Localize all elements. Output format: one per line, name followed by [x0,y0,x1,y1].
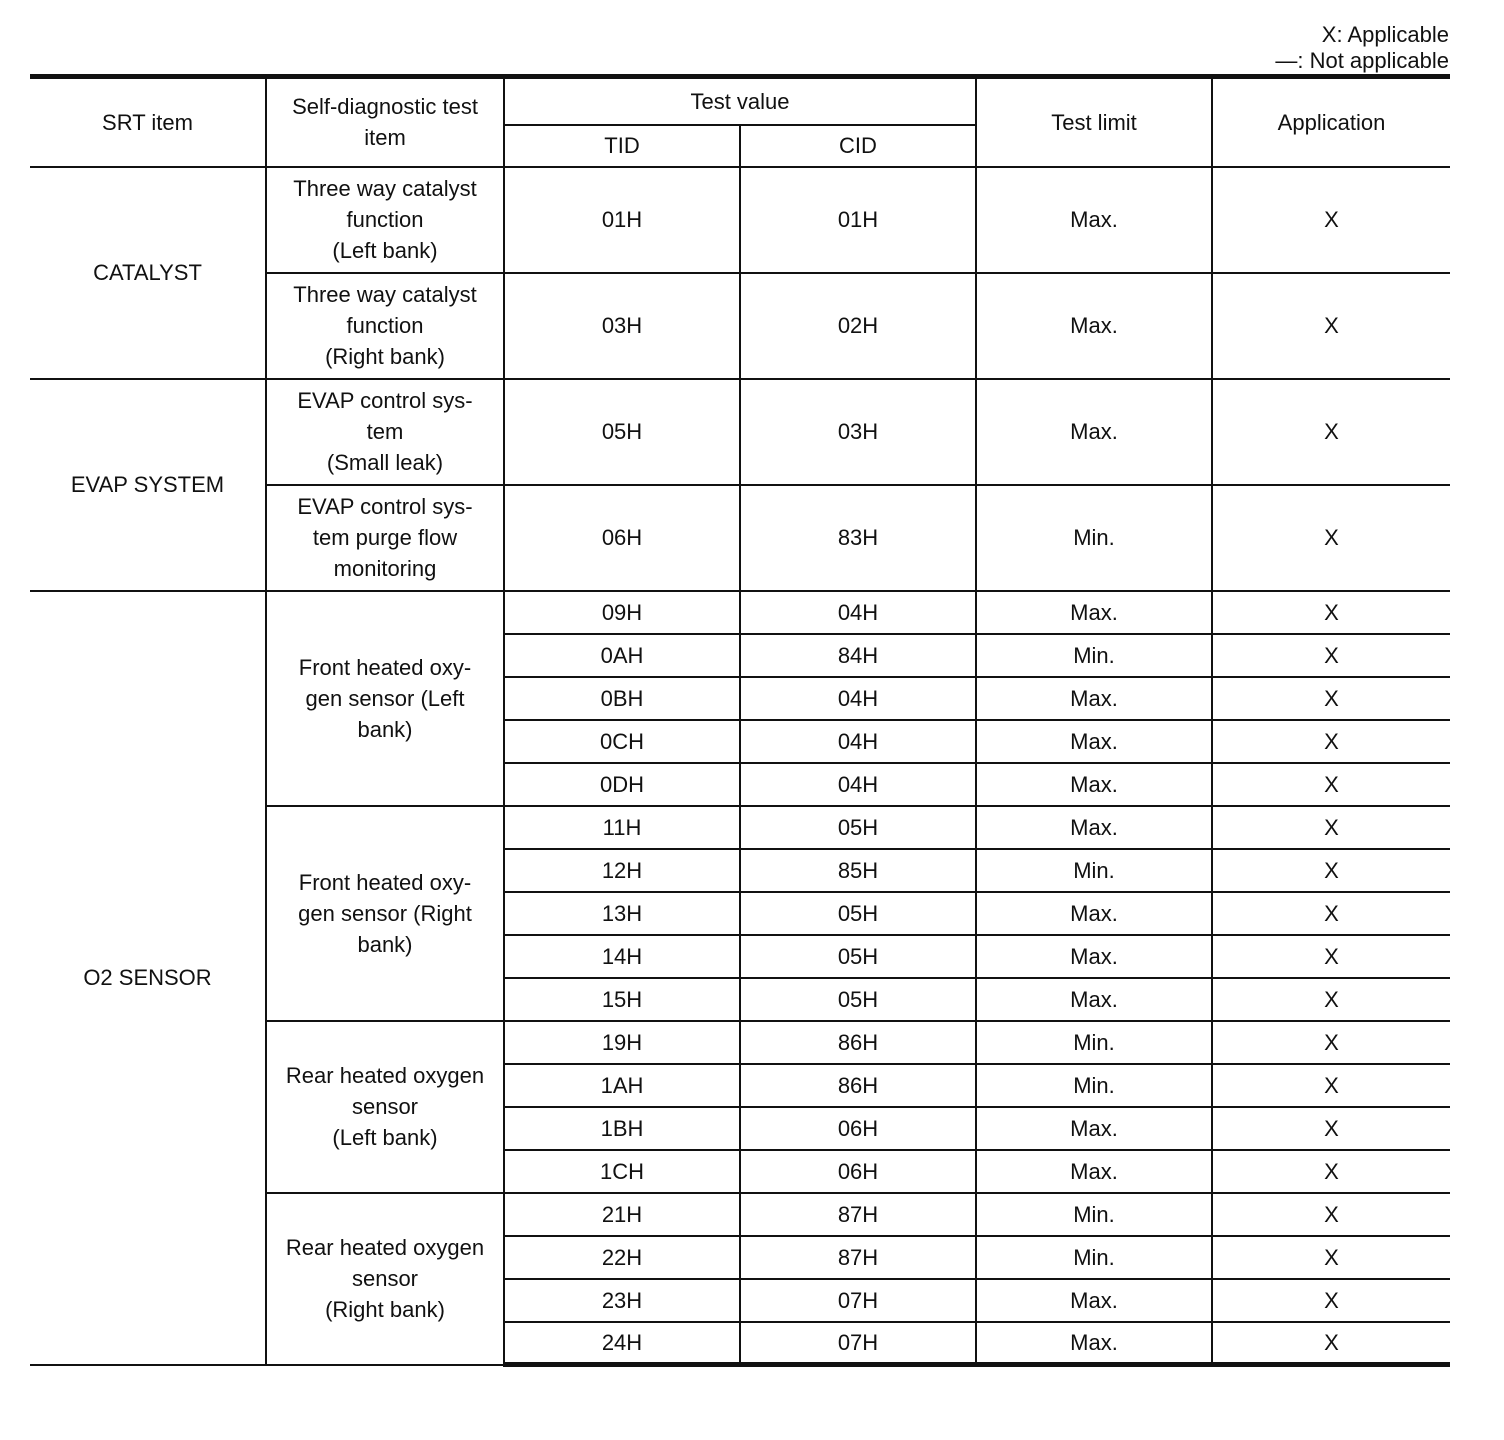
tid-cell: 12H [504,849,740,892]
application-cell: X [1212,634,1450,677]
tid-cell: 13H [504,892,740,935]
application-cell: X [1212,1279,1450,1322]
test-item-line: gen sensor (Right [298,900,472,926]
test-item-line: tem purge flow [312,525,458,550]
test-item-line: EVAP control sys- [297,494,473,519]
tid-cell: 19H [504,1021,740,1064]
application-cell: X [1212,1064,1450,1107]
srt-item-o2-sensor: O2 SENSOR [30,591,266,1365]
header-application: Application [1212,77,1450,167]
test-item-line: tem [366,419,404,444]
cid-cell: 85H [740,849,976,892]
application-cell: X [1212,591,1450,634]
tid-cell: 1BH [504,1107,740,1150]
test-item-line: gen sensor (Left [305,685,465,711]
cid-cell: 05H [740,806,976,849]
limit-cell: Max. [976,892,1212,935]
application-cell: X [1212,1236,1450,1279]
cid-cell: 04H [740,677,976,720]
application-cell: X [1212,806,1450,849]
application-cell: X [1212,677,1450,720]
header-self-diagnostic-test-item: Self-diagnostic test item [266,77,504,167]
test-item-evap-small-leak [266,379,504,485]
test-item-front-o2-left [266,591,504,806]
test-item-line: Rear heated oxygen [285,1235,485,1260]
legend-applicable: X: Applicable [1321,22,1449,47]
tid-cell: 11H [504,806,740,849]
srt-table [30,74,1450,1367]
test-item-line: monitoring [333,556,437,581]
cid-cell: 86H [740,1021,976,1064]
tid-cell: 06H [504,485,740,591]
application-cell: X [1212,720,1450,763]
tid-cell: 0DH [504,763,740,806]
test-item-line: Front heated oxy- [298,869,472,895]
header-test-value: Test value [504,77,976,125]
tid-cell: 05H [504,379,740,485]
limit-cell: Max. [976,591,1212,634]
cid-cell: 04H [740,720,976,763]
limit-cell: Max. [976,806,1212,849]
application-cell: X [1212,1193,1450,1236]
application-cell: X [1212,1107,1450,1150]
tid-cell: 15H [504,978,740,1021]
cid-cell: 06H [740,1107,976,1150]
application-cell: X [1212,978,1450,1021]
cid-cell: 05H [740,935,976,978]
table-row [30,591,1450,634]
tid-cell: 0CH [504,720,740,763]
table-row [30,379,1450,485]
cid-cell: 87H [740,1193,976,1236]
application-cell: X [1212,379,1450,485]
limit-cell: Max. [976,379,1212,485]
limit-cell: Min. [976,1064,1212,1107]
test-item-line: function [346,207,424,232]
test-item-line: (Left bank) [332,1125,438,1150]
limit-cell: Min. [976,1193,1212,1236]
limit-cell: Max. [976,1279,1212,1322]
legend [1275,22,1449,74]
tid-cell: 0AH [504,634,740,677]
application-cell: X [1212,485,1450,591]
cid-cell: 04H [740,763,976,806]
tid-cell: 24H [504,1322,740,1365]
application-cell: X [1212,273,1450,379]
cid-cell: 05H [740,892,976,935]
test-item-line: bank) [357,931,413,957]
application-cell: X [1212,849,1450,892]
test-item-line: Front heated oxy- [298,654,472,680]
test-item-line: (Small leak) [326,450,444,475]
cid-cell: 83H [740,485,976,591]
application-cell: X [1212,935,1450,978]
header-cid: CID [740,125,976,167]
srt-item-evap-system: EVAP SYSTEM [30,379,266,591]
test-item-line: (Right bank) [325,1297,445,1322]
test-item-line: sensor [351,1266,419,1291]
tid-cell: 09H [504,591,740,634]
limit-cell: Max. [976,720,1212,763]
test-item-line: bank) [357,716,413,742]
table-row [30,167,1450,273]
tid-cell: 14H [504,935,740,978]
header-test-limit: Test limit [976,77,1212,167]
cid-cell: 01H [740,167,976,273]
header-srt-item: SRT item [30,77,266,167]
tid-cell: 1CH [504,1150,740,1193]
test-item-line: (Right bank) [325,344,445,369]
application-cell: X [1212,763,1450,806]
test-item-line: EVAP control sys- [297,388,473,413]
cid-cell: 04H [740,591,976,634]
tid-cell: 21H [504,1193,740,1236]
limit-cell: Min. [976,1021,1212,1064]
test-item-catalyst-right [266,273,504,379]
limit-cell: Max. [976,1150,1212,1193]
test-item-line: Three way catalyst [293,176,477,201]
limit-cell: Max. [976,1322,1212,1365]
cid-cell: 84H [740,634,976,677]
srt-item-catalyst: CATALYST [30,167,266,379]
test-item-line: (Left bank) [332,238,438,263]
test-item-front-o2-right [266,806,504,1021]
limit-cell: Max. [976,677,1212,720]
test-item-line: Rear heated oxygen [285,1063,485,1088]
cid-cell: 02H [740,273,976,379]
cid-cell: 87H [740,1236,976,1279]
application-cell: X [1212,892,1450,935]
cid-cell: 07H [740,1322,976,1365]
tid-cell: 23H [504,1279,740,1322]
limit-cell: Min. [976,1236,1212,1279]
limit-cell: Min. [976,849,1212,892]
test-item-rear-o2-right [266,1193,504,1365]
limit-cell: Max. [976,1107,1212,1150]
tid-cell: 1AH [504,1064,740,1107]
application-cell: X [1212,167,1450,273]
tid-cell: 03H [504,273,740,379]
application-cell: X [1212,1021,1450,1064]
tid-cell: 01H [504,167,740,273]
limit-cell: Min. [976,634,1212,677]
test-item-line: Three way catalyst [293,282,477,307]
application-cell: X [1212,1150,1450,1193]
test-item-line: function [346,313,424,338]
tid-cell: 22H [504,1236,740,1279]
application-cell: X [1212,1322,1450,1365]
limit-cell: Max. [976,978,1212,1021]
test-item-line: sensor [351,1094,419,1119]
limit-cell: Max. [976,167,1212,273]
limit-cell: Min. [976,485,1212,591]
tid-cell: 0BH [504,677,740,720]
cid-cell: 86H [740,1064,976,1107]
cid-cell: 03H [740,379,976,485]
cid-cell: 05H [740,978,976,1021]
test-item-rear-o2-left [266,1021,504,1193]
cid-cell: 07H [740,1279,976,1322]
limit-cell: Max. [976,935,1212,978]
legend-not-applicable: —: Not applicable [1275,48,1449,73]
limit-cell: Max. [976,763,1212,806]
header-tid: TID [504,125,740,167]
test-item-evap-purge-flow [266,485,504,591]
limit-cell: Max. [976,273,1212,379]
cid-cell: 06H [740,1150,976,1193]
test-item-catalyst-left [266,167,504,273]
